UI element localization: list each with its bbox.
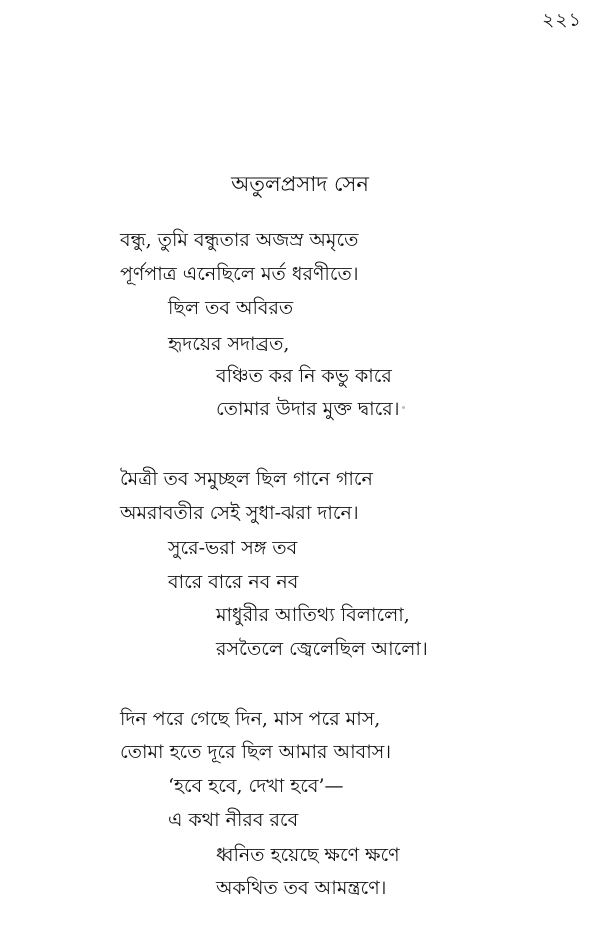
poem-line: ধ্বনিত হয়েছে ক্ষণে ক্ষণে xyxy=(216,844,400,866)
poem-line: পূর্ণপাত্র এনেছিলে মর্ত ধরণীতে। xyxy=(120,263,359,285)
poem-line: ছিল তব অবিরত xyxy=(168,297,294,319)
poem-line: বারে বারে নব নব xyxy=(168,571,299,593)
poem-line: সুরে-ভরা সঙ্গ তব xyxy=(168,537,298,559)
paper-speck xyxy=(402,406,405,409)
page-number: ২২১ xyxy=(541,9,582,31)
poem-line: এ কথা নীরব রবে xyxy=(168,809,299,831)
poem-line: রসতৈলে জ্বেলেছিল আলো। xyxy=(216,638,428,660)
poem-line: তোমার উদার মুক্ত দ্বারে। xyxy=(216,398,400,420)
poem-line: বঞ্চিত কর নি কভু কারে xyxy=(216,365,392,387)
poem-title: অতুলপ্রসাদ সেন xyxy=(231,172,369,196)
poem-line: অমরাবতীর সেই সুধা-ঝরা দানে। xyxy=(120,502,359,524)
poem-line: মৈত্রী তব সমুচ্ছল ছিল গানে গানে xyxy=(120,468,373,490)
poem-line: ‘হবে হবে, দেখা হবে’— xyxy=(168,775,344,797)
poem-line: দিন পরে গেছে দিন, মাস পরে মাস, xyxy=(120,708,381,730)
poem-line: মাধুরীর আতিথ্য বিলালো, xyxy=(216,604,410,626)
poem-line: অকথিত তব আমন্ত্রণে। xyxy=(216,877,387,899)
poem-line: বন্ধু, তুমি বন্ধুতার অজস্র অমৃতে xyxy=(120,229,359,251)
poem-line: তোমা হতে দূরে ছিল আমার আবাস। xyxy=(120,741,392,763)
poem-line: হৃদয়ের সদাব্রত, xyxy=(168,333,290,355)
